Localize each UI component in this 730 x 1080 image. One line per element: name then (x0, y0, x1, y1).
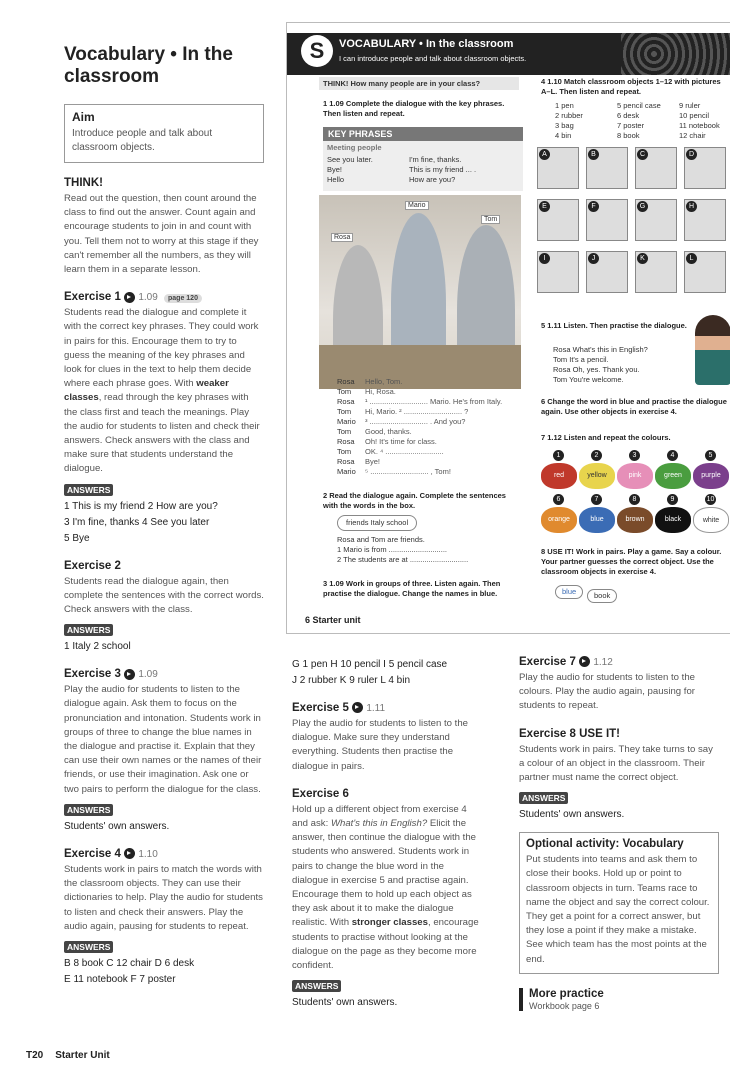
picture-cell (586, 251, 628, 293)
object-item: 4 bin (555, 131, 572, 140)
dialogue-line (337, 467, 527, 477)
left-column (64, 44, 264, 987)
audio-icon (124, 669, 135, 680)
speaker: Mario (337, 417, 356, 426)
colour-number: 7 (591, 494, 602, 505)
kp-item: See you later. (327, 155, 373, 164)
picture-letter: C (637, 149, 648, 160)
exercise-3-text: Play the audio for students to listen to the dialogue again. Ask them to focus on the pronunciation and intonation. Students work in groups of three to change the blue names in the dialogue and practise it. Explain that they can use their own names or the names of their friends, or use their imagination. Ask one or two pairs to perform the dialogue for the class. (64, 684, 262, 795)
ex6-text-a: Hold up a different object from exercise 4 and ask: (292, 803, 467, 830)
more-practice (519, 988, 719, 1011)
speaker: Rosa (337, 377, 355, 386)
answers-label: ANSWERS (292, 980, 341, 992)
picture-letter: F (588, 201, 599, 212)
answer-line: G 1 pen H 10 pencil I 5 pencil case (292, 659, 448, 670)
picture-letter: L (686, 253, 697, 264)
answer-line: 5 Bye (64, 532, 90, 544)
object-item: 5 pencil case (617, 101, 661, 110)
speaker: Rosa (337, 457, 355, 466)
kp-left (327, 155, 373, 185)
ex1-text-b: , read through the key phrases with the class first and teach the meanings. Play the audio for students to listen and check their answers. Check answers with the class and make sure that students understand the dialogue. (64, 392, 260, 475)
middle-column (292, 656, 482, 1010)
ex6-text-c: , encourage students to practise without looking at the dialogue on the page as they become more confident. (292, 917, 479, 972)
picture-letter: J (588, 253, 599, 264)
dialogue-line (337, 417, 527, 427)
answer-line: E 11 notebook F 7 poster (64, 973, 176, 985)
sb-think-box: THINK! How many people are in your class? (319, 77, 519, 90)
picture-cell (537, 199, 579, 241)
object-item: 3 bag (555, 121, 574, 130)
ex2-line: 2 The students are at ............................ (337, 555, 469, 564)
line-text: ⁵ ............................ , Tom! (365, 467, 451, 476)
answers-label: ANSWERS (64, 484, 113, 496)
answer-line: J 2 rubber K 9 ruler L 4 bin (292, 675, 411, 686)
ex2-lines (337, 535, 517, 565)
object-item: 1 pen (555, 101, 574, 110)
header-decoration (621, 33, 730, 75)
colour-blob: pink (617, 463, 653, 489)
page-reference: page 120 (164, 294, 202, 303)
speaker: Tom (337, 427, 352, 436)
exercise-3-heading (64, 668, 264, 680)
speech-bubble: blue (555, 585, 583, 599)
right-column (519, 656, 719, 1011)
dialogue-line (337, 457, 527, 467)
track-number: 1.09 (138, 669, 158, 681)
exercise-8-heading: Exercise 8 USE IT! (519, 727, 620, 740)
colour-number: 6 (553, 494, 564, 505)
ex6-bold: stronger classes (351, 917, 428, 929)
dialogue (337, 377, 527, 477)
word-box: friends Italy school (337, 515, 417, 531)
dialogue-line (337, 387, 527, 397)
speaker: Mario (337, 467, 356, 476)
colour-number: 10 (706, 496, 715, 503)
picture-cell (684, 199, 726, 241)
exercise-4-heading (64, 848, 264, 860)
answer-line: 3 I'm fine, thanks 4 See you later (64, 516, 210, 528)
ex5-line: Rosa Oh, yes. Thank you. (553, 365, 640, 374)
kp-item: Hello (327, 175, 345, 184)
ex5-line: Tom It's a pencil. (553, 355, 609, 364)
colour-blob: green (655, 463, 691, 489)
exercise-6-text (292, 803, 482, 973)
aim-title: Aim (72, 110, 95, 124)
exercise-7-title: Exercise 7 (519, 656, 576, 668)
optional-activity-box (519, 832, 719, 974)
picture-letter: I (539, 253, 550, 264)
object-item: 9 ruler (679, 101, 701, 110)
sb-ex6-text: 6 Change the word in blue and practise the dialogue again. Use other objects in exercise 4. (541, 397, 727, 416)
speaker: Tom (337, 387, 352, 396)
ex2-line: 1 Mario is from ............................ (337, 545, 448, 554)
line-text: ¹ ............................ Mario. He's from Italy. (365, 397, 503, 406)
object-item: 10 pencil (679, 111, 710, 120)
object-item: 2 rubber (555, 111, 583, 120)
picture-letter: A (539, 149, 550, 160)
colour-blob: brown (617, 507, 653, 533)
track-number: 1.11 (366, 703, 386, 714)
colour-blob: purple (693, 463, 729, 489)
think-heading: THINK! (64, 177, 103, 189)
picture-letter: K (637, 253, 648, 264)
picture-letter: E (539, 201, 550, 212)
answer-line: Students' own answers. (292, 997, 398, 1009)
sb-ex7-text: 7 1.12 Listen and repeat the colours. (541, 433, 671, 442)
picture-cell (635, 251, 677, 293)
kp-item: How are you? (409, 175, 456, 184)
colour-blobs (541, 447, 730, 547)
dialogue-line (337, 407, 527, 417)
sb-exercise-8 (541, 547, 730, 577)
sb-exercise-4 (541, 77, 730, 97)
kp-item: Bye! (327, 165, 343, 174)
answers-label: ANSWERS (64, 624, 113, 636)
page-footer (26, 1050, 110, 1061)
dialogue-line (337, 437, 527, 447)
kp-item: This is my friend ... . (409, 165, 477, 174)
optional-activity-title: Optional activity: Vocabulary (526, 838, 684, 851)
sb-ex2-text: 2 Read the dialogue again. Complete the sentences with the words in the box. (323, 491, 506, 510)
key-phrases-title: KEY PHRASES (323, 127, 523, 141)
colour-blob: white (693, 507, 729, 533)
picture-letter: D (686, 149, 697, 160)
page-number: T20 (26, 1050, 44, 1061)
line-text: Good, thanks. (365, 427, 412, 436)
more-practice-title: More practice (529, 987, 604, 1000)
exercise-6-heading: Exercise 6 (292, 787, 349, 800)
track-number: 1.09 (138, 292, 158, 304)
ex6-italic: What's this in English? (330, 818, 428, 830)
dialogue-line (337, 377, 527, 387)
sb-exercise-7 (541, 433, 730, 443)
speaker: Rosa (337, 397, 355, 406)
ex5-line: Tom You're welcome. (553, 375, 624, 384)
exercise-7-heading (519, 656, 719, 668)
answers-label: ANSWERS (519, 792, 568, 804)
colour-number: 1 (553, 450, 564, 461)
line-text: Hello, Tom. (365, 377, 403, 386)
track-number: 1.10 (138, 848, 158, 860)
picture-cell (537, 147, 579, 189)
exercise-7-text: Play the audio for students to listen to the colours. Play the audio again, pausing for students to repeat. (519, 672, 695, 712)
exercise-3-title: Exercise 3 (64, 668, 121, 681)
ex1-text-a: Students read the dialogue and complete it with the correct key phrases. They could work in pairs for this. Encourage them to try to guess the meaning of the key phrases and look for clues in the text to help them decide where each phrase goes. With (64, 307, 259, 390)
pictures-grid (537, 147, 730, 307)
exercise-5-text: Play the audio for students to listen to the dialogue. Make sure they understand everything. Students then practise the dialogue in pairs. (292, 718, 468, 772)
colour-blob: yellow (579, 463, 615, 489)
speaker: Tom (337, 407, 352, 416)
answers-label: ANSWERS (64, 941, 113, 953)
colour-blob: orange (541, 507, 577, 533)
speech-bubble: book (587, 589, 617, 603)
object-item: 7 poster (617, 121, 645, 130)
colour-blob: black (655, 507, 691, 533)
teacher-illustration (695, 315, 730, 385)
audio-icon (579, 656, 590, 667)
colour-number: 9 (667, 494, 678, 505)
colour-number: 8 (629, 494, 640, 505)
sb-header-title: VOCABULARY • In the classroom (339, 38, 514, 50)
speaker: Rosa (337, 437, 355, 446)
line-text: OK. ⁴ ............................ (365, 447, 444, 456)
colour-blob: blue (579, 507, 615, 533)
audio-icon (124, 292, 135, 303)
ex5-dialogue (553, 345, 693, 385)
object-item: 6 desk (617, 111, 640, 120)
name-tag-rosa: Rosa (331, 233, 353, 242)
page-title: Vocabulary • In the classroom (64, 44, 233, 87)
think-text: Read out the question, then count around the class to find out the answer. Count again and encourage students to join in and count with you. Tell them not to worry at this stage if they can't remember all the numbers, as they will learn them in a separate lesson. (64, 193, 259, 276)
object-item: 12 chair (679, 131, 706, 140)
kp-right (409, 155, 476, 185)
more-practice-text: Workbook page 6 (529, 1000, 600, 1011)
speaker: Tom (337, 447, 352, 456)
ex2-line: Rosa and Tom are friends. (337, 535, 425, 544)
answer-line: Students' own answers. (519, 809, 625, 821)
sb-exercise-1 (323, 99, 513, 119)
unit-name: Starter Unit (55, 1050, 110, 1061)
students-photo (319, 195, 521, 389)
object-item: 8 book (617, 131, 640, 140)
answers-label: ANSWERS (64, 804, 113, 816)
dialogue-line (337, 447, 527, 457)
dialogue-line (337, 427, 527, 437)
track-number: 1.12 (593, 657, 613, 668)
picture-cell (684, 251, 726, 293)
colour-number: 2 (591, 450, 602, 461)
exercise-5-heading (292, 702, 482, 714)
answer-line: Students' own answers. (64, 820, 170, 832)
optional-activity-text: Put students into teams and ask them to close their books. Hold up or point to classroom objects in turn. Teams race to name the object and say the correct colour. They get a point for a correct answer, but they lose a point if they make a mistake. See which team has the most points at the end. (526, 854, 710, 965)
answer-line: 1 This is my friend 2 How are you? (64, 500, 218, 512)
exercise-4-text: Students work in pairs to match the words with the classroom objects. They can use their dictionaries to help. Play the audio for students to listen and check their answers. Play the audio again, pausing for students to repeat. (64, 863, 263, 932)
sb-exercise-3 (323, 579, 523, 599)
sb-exercise-5 (541, 321, 691, 331)
line-text: Oh! It's time for class. (365, 437, 437, 446)
exercise-4-title: Exercise 4 (64, 847, 121, 860)
answer-line: B 8 book C 12 chair D 6 desk (64, 957, 195, 969)
exercise-1-title: Exercise 1 (64, 291, 121, 304)
line-text: Hi, Rosa. (365, 387, 396, 396)
picture-letter: G (637, 201, 648, 212)
colour-number: 4 (667, 450, 678, 461)
name-tag-tom: Tom (481, 215, 500, 224)
picture-cell (635, 147, 677, 189)
student-book-page (286, 22, 730, 634)
exercise-1-heading (64, 291, 264, 303)
exercise-5-title: Exercise 5 (292, 702, 349, 714)
sb-exercise-2 (323, 491, 523, 511)
picture-letter: H (686, 201, 697, 212)
exercise-8-text: Students work in pairs. They take turns to say a colour of an object in the classroom. Their partner must name the correct object. (519, 743, 713, 784)
exercise-2-heading: Exercise 2 (64, 559, 121, 572)
ex6-text-b: Elicit the answer, then continue the dialogue with the students who answered. Students work in pairs to change the blue word in the dialogue in exercise 5 and practise again. Encourage them to hold up each object as they ask about it to make the dialogue realistic. With (292, 818, 477, 929)
sb-ex8-text: 8 USE IT! Work in pairs. Play a game. Say a colour. Your partner guesses the correct object. Use the classroom objects in exercise 4. (541, 547, 722, 576)
aim-text: Introduce people and talk about classroom objects. (72, 128, 213, 153)
answer-line: 1 Italy 2 school (64, 641, 131, 653)
sb-exercise-6 (541, 397, 730, 417)
audio-icon (124, 848, 135, 859)
colour-blob: red (541, 463, 577, 489)
ex5-line: Rosa What's this in English? (553, 345, 648, 354)
sb-ex4-text: 4 1.10 Match classroom objects 1–12 with pictures A–L. Then listen and repeat. (541, 77, 721, 96)
sb-ex5-text: 5 1.11 Listen. Then practise the dialogue. (541, 321, 687, 330)
picture-cell (537, 251, 579, 293)
dialogue-line (337, 397, 527, 407)
picture-cell (586, 147, 628, 189)
picture-cell (684, 147, 726, 189)
picture-letter: B (588, 149, 599, 160)
sb-header (287, 33, 730, 75)
ex1-bold: weaker classes (64, 378, 229, 404)
name-tag-mario: Mario (405, 201, 429, 210)
sb-ex1-text: 1 1.09 Complete the dialogue with the key phrases. Then listen and repeat. (323, 99, 505, 118)
sb-ex3-text: 3 1.09 Work in groups of three. Listen again. Then practise the dialogue. Change the names in blue. (323, 579, 501, 598)
object-item: 11 notebook (679, 121, 720, 130)
colour-number: 3 (629, 450, 640, 461)
sb-header-subtitle: I can introduce people and talk about classroom objects. (339, 54, 527, 63)
sb-page-footer: 6 Starter unit (305, 615, 361, 625)
colour-number: 5 (705, 450, 716, 461)
picture-cell (635, 199, 677, 241)
line-text: ³ ............................ . And you? (365, 417, 466, 426)
exercise-1-text (64, 306, 264, 476)
aim-box (64, 104, 264, 163)
line-text: Hi, Mario. ² ............................ ? (365, 407, 469, 416)
section-letter: S (301, 35, 333, 67)
picture-cell (586, 199, 628, 241)
line-text: Bye! (365, 457, 381, 466)
kp-item: I'm fine, thanks. (409, 155, 462, 164)
key-phrases-box (323, 141, 523, 191)
audio-icon (352, 702, 363, 713)
meeting-people-label: Meeting people (327, 143, 382, 152)
exercise-2-text: Students read the dialogue again, then complete the sentences with the correct words. Check answers with the class. (64, 575, 264, 616)
